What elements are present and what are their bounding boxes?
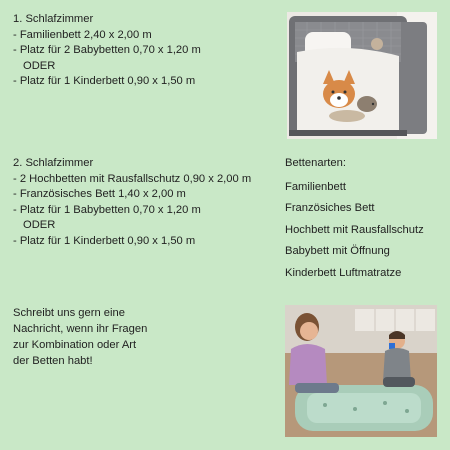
bed-type-item: Kinderbett Luftmatratze: [285, 266, 402, 279]
contact-note: [13, 305, 147, 369]
room2-item: - Platz für 1 Kinderbett 0,90 x 1,50 m: [13, 234, 196, 247]
bed-type-item: Französiches Bett: [285, 202, 375, 214]
room1-item: - Familienbett 2,40 x 2,00 m: [13, 28, 152, 41]
room1-item: - Platz für 2 Babybetten 0,70 x 1,20 m: [13, 44, 201, 56]
contact-line: Nachricht, wenn ihr Fragen: [13, 323, 148, 335]
room1-or: ODER: [23, 59, 56, 72]
bed-type-item: Familienbett: [285, 180, 346, 193]
room2-section: [13, 156, 251, 249]
contact-line: der Betten habt!: [13, 355, 93, 367]
room1-item: - Platz für 1 Kinderbett 0,90 x 1,50 m: [13, 75, 196, 87]
bed-types-title: Bettenarten:: [285, 157, 346, 169]
room2-item: - Französisches Bett 1,40 x 2,00 m: [13, 188, 186, 200]
room2-item: - Platz für 1 Babybetten 0,70 x 1,20 m: [13, 203, 201, 216]
room2-item: - 2 Hochbetten mit Rausfallschutz 0,90 x 2,00 m: [13, 172, 252, 185]
room2-or: ODER: [23, 219, 56, 231]
bed-type-item: Babybett mit Öffnung: [285, 245, 390, 257]
room2-title: 2. Schlafzimmer: [13, 157, 94, 169]
contact-line: zur Kombination oder Art: [13, 339, 137, 351]
room1-section: [13, 12, 201, 90]
bed-type-item: Hochbett mit Rausfallschutz: [285, 223, 424, 236]
contact-line: Schreibt uns gern eine: [13, 307, 125, 319]
bed-types-list: [285, 156, 424, 287]
inflatable-bed-photo: [285, 305, 437, 437]
travel-cot-photo: [287, 12, 437, 139]
room1-title: 1. Schlafzimmer: [13, 13, 94, 25]
